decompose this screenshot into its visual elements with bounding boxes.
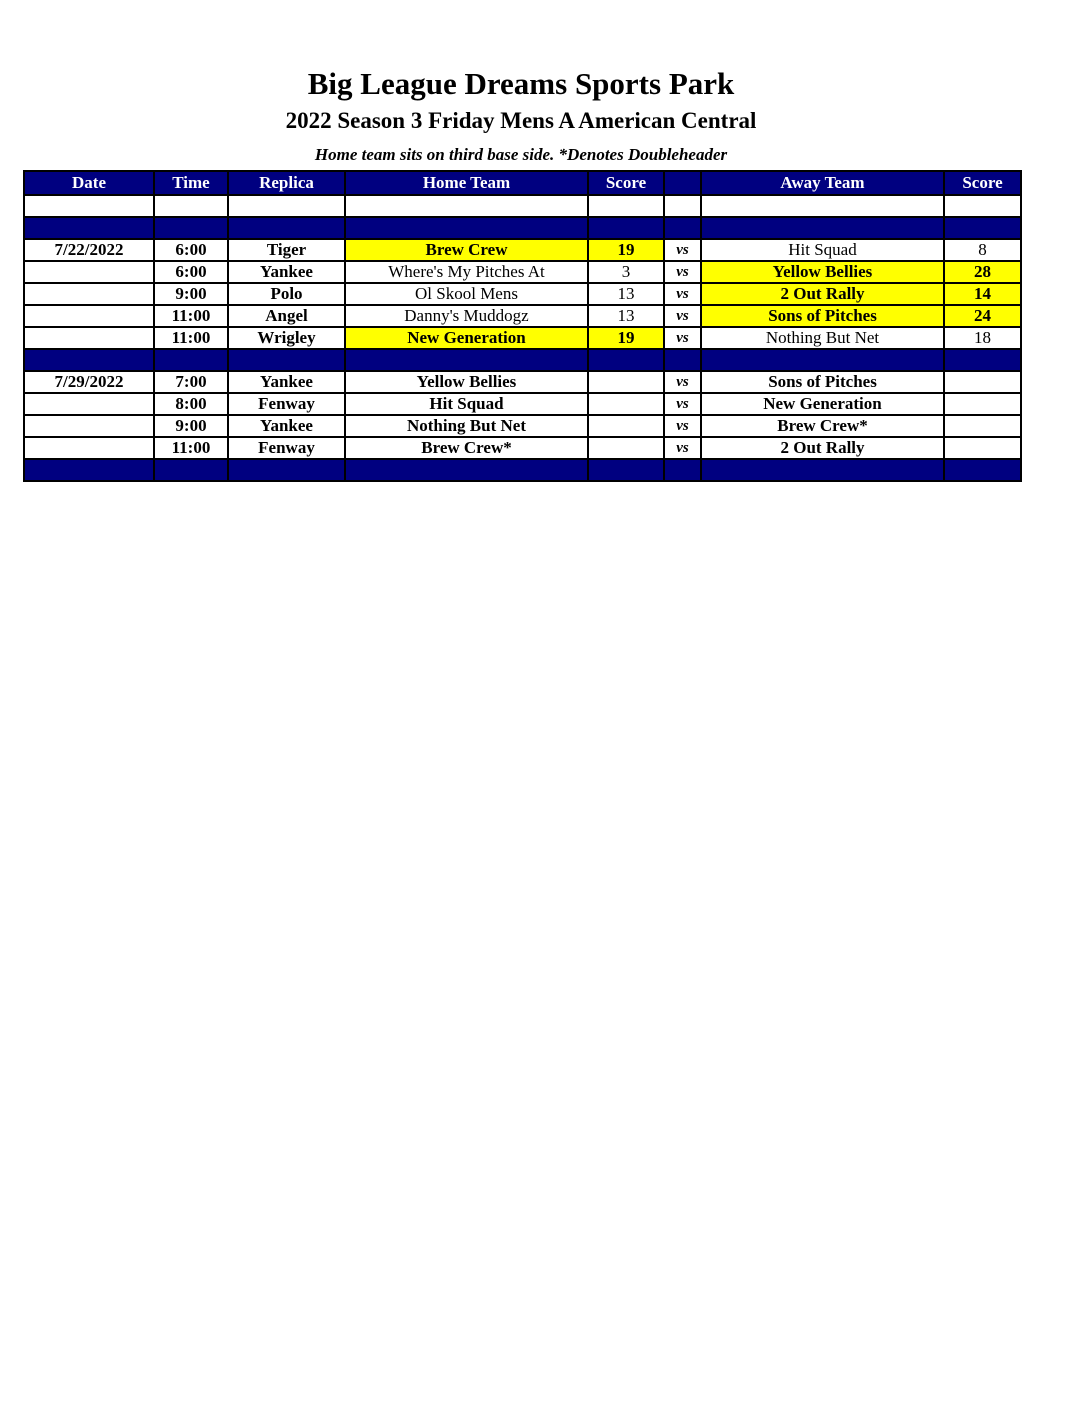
game-row <box>24 283 1021 305</box>
away-score <box>944 415 1021 437</box>
away-score <box>944 437 1021 459</box>
page-title: Big League Dreams Sports Park <box>307 66 735 101</box>
col-header-time: Time <box>154 171 228 195</box>
home-score <box>588 393 664 415</box>
separator-band <box>24 349 1021 371</box>
home-score: 19 <box>588 239 664 261</box>
vs-label: vs <box>664 327 701 349</box>
away-score: 24 <box>944 305 1021 327</box>
away-team: New Generation <box>701 393 944 415</box>
home-score <box>588 437 664 459</box>
game-row <box>24 371 1021 393</box>
away-score <box>944 371 1021 393</box>
home-team: Yellow Bellies <box>345 371 588 393</box>
vs-label: vs <box>664 305 701 327</box>
away-team: Brew Crew* <box>701 415 944 437</box>
game-date <box>24 327 154 349</box>
game-date: 7/22/2022 <box>24 239 154 261</box>
game-date <box>24 283 154 305</box>
separator-band <box>24 217 1021 239</box>
game-row <box>24 239 1021 261</box>
away-team: Sons of Pitches <box>701 305 944 327</box>
game-time: 6:00 <box>154 239 228 261</box>
home-team: Brew Crew <box>345 239 588 261</box>
home-score: 13 <box>588 283 664 305</box>
away-team: Nothing But Net <box>701 327 944 349</box>
away-team: Hit Squad <box>701 239 944 261</box>
vs-label: vs <box>664 371 701 393</box>
home-team: Brew Crew* <box>345 437 588 459</box>
home-team: New Generation <box>345 327 588 349</box>
col-header-home-team: Home Team <box>345 171 588 195</box>
col-header-home-score: Score <box>588 171 664 195</box>
game-date <box>24 437 154 459</box>
vs-label: vs <box>664 437 701 459</box>
game-time: 6:00 <box>154 261 228 283</box>
home-score <box>588 371 664 393</box>
home-team: Ol Skool Mens <box>345 283 588 305</box>
away-score: 8 <box>944 239 1021 261</box>
game-row <box>24 261 1021 283</box>
away-team: Sons of Pitches <box>701 371 944 393</box>
game-replica: Tiger <box>228 239 345 261</box>
home-team: Hit Squad <box>345 393 588 415</box>
game-date: 7/29/2022 <box>24 371 154 393</box>
game-time: 11:00 <box>154 327 228 349</box>
game-time: 11:00 <box>154 305 228 327</box>
away-score: 14 <box>944 283 1021 305</box>
home-score: 19 <box>588 327 664 349</box>
schedule-note: Home team sits on third base side. *Denotes Doubleheader <box>314 145 728 164</box>
header-row <box>24 171 1021 195</box>
game-replica: Fenway <box>228 393 345 415</box>
game-replica: Yankee <box>228 371 345 393</box>
away-score <box>944 393 1021 415</box>
col-header-away-team: Away Team <box>701 171 944 195</box>
home-score: 3 <box>588 261 664 283</box>
game-row <box>24 437 1021 459</box>
away-team: 2 Out Rally <box>701 437 944 459</box>
game-row <box>24 327 1021 349</box>
game-replica: Fenway <box>228 437 345 459</box>
game-date <box>24 305 154 327</box>
game-replica: Yankee <box>228 415 345 437</box>
blank-row <box>24 195 1021 217</box>
game-time: 11:00 <box>154 437 228 459</box>
vs-label: vs <box>664 415 701 437</box>
game-time: 8:00 <box>154 393 228 415</box>
home-score <box>588 415 664 437</box>
col-header-replica: Replica <box>228 171 345 195</box>
away-team: 2 Out Rally <box>701 283 944 305</box>
game-time: 7:00 <box>154 371 228 393</box>
home-score: 13 <box>588 305 664 327</box>
away-score: 28 <box>944 261 1021 283</box>
vs-label: vs <box>664 261 701 283</box>
col-header-away-score: Score <box>944 171 1021 195</box>
game-replica: Polo <box>228 283 345 305</box>
game-replica: Yankee <box>228 261 345 283</box>
home-team: Nothing But Net <box>345 415 588 437</box>
game-replica: Wrigley <box>228 327 345 349</box>
col-header-vs <box>664 171 701 195</box>
away-team: Yellow Bellies <box>701 261 944 283</box>
page-subtitle: 2022 Season 3 Friday Mens A American Central <box>285 108 757 133</box>
game-row <box>24 415 1021 437</box>
vs-label: vs <box>664 239 701 261</box>
schedule-table <box>23 170 1022 482</box>
game-date <box>24 261 154 283</box>
game-time: 9:00 <box>154 415 228 437</box>
game-row <box>24 305 1021 327</box>
vs-label: vs <box>664 393 701 415</box>
game-date <box>24 415 154 437</box>
game-time: 9:00 <box>154 283 228 305</box>
home-team: Where's My Pitches At <box>345 261 588 283</box>
away-score: 18 <box>944 327 1021 349</box>
game-row <box>24 393 1021 415</box>
game-replica: Angel <box>228 305 345 327</box>
home-team: Danny's Muddogz <box>345 305 588 327</box>
col-header-date: Date <box>24 171 154 195</box>
game-date <box>24 393 154 415</box>
separator-band <box>24 459 1021 481</box>
vs-label: vs <box>664 283 701 305</box>
